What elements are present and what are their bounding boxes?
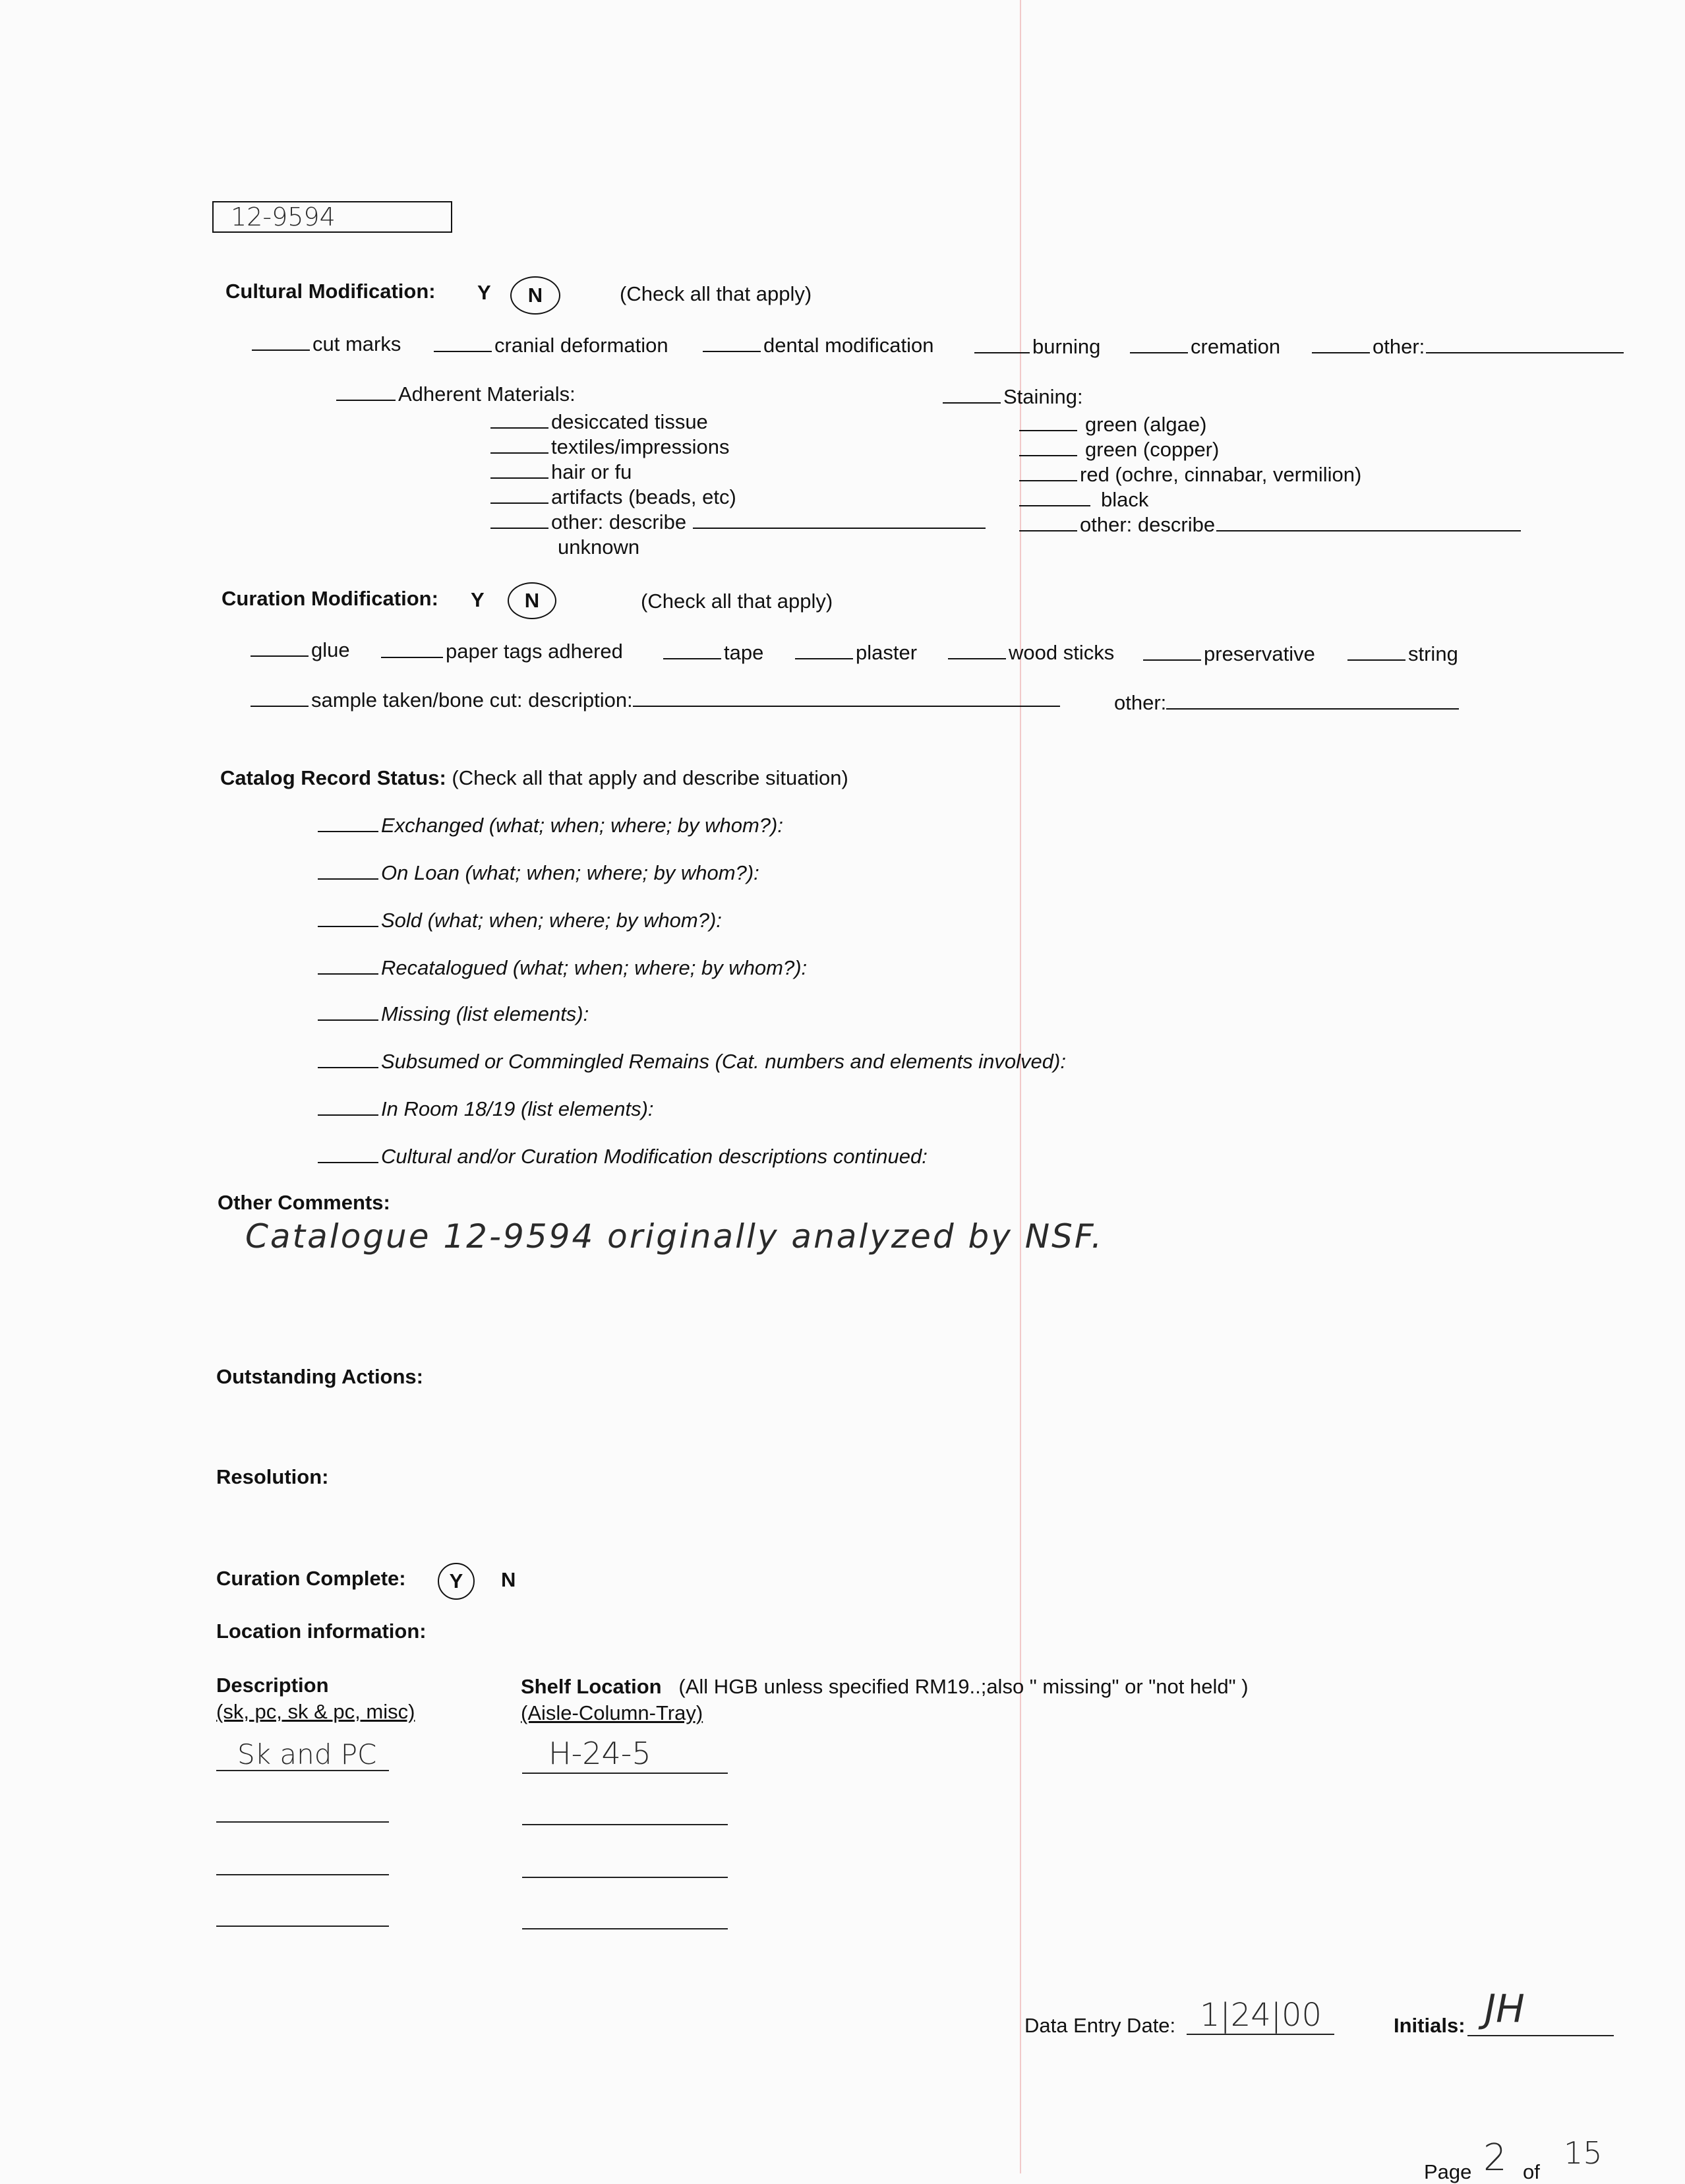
- curation-option-paper-tags: paper tags adhered: [381, 640, 623, 663]
- location-description-value: Sk and PC: [237, 1738, 377, 1771]
- curation-sample-row: [251, 688, 1063, 712]
- option-other-row: [1312, 335, 1626, 359]
- cultural-options-row: [252, 332, 401, 356]
- data-entry-date-field[interactable]: [1187, 2034, 1334, 2035]
- curation-option-glue: glue: [251, 638, 350, 662]
- description-header: Description: [216, 1674, 329, 1697]
- status-item-subsumed: Subsumed or Commingled Remains (Cat. numbers and elements involved):: [318, 1050, 1066, 1074]
- option-dental-modification[interactable]: dental modification: [763, 334, 934, 357]
- location-description-field[interactable]: [216, 1821, 389, 1823]
- sample-description-field: [633, 690, 1060, 707]
- curation-complete-label: Curation Complete:: [216, 1567, 406, 1590]
- status-item-exchanged: Exchanged (what; when; where; by whom?):: [318, 814, 783, 837]
- catalog-number: 12-9594: [231, 202, 336, 231]
- option-cut-marks[interactable]: cut marks: [312, 332, 401, 355]
- option-burning-row: [974, 335, 1100, 359]
- staining-row: [943, 385, 1083, 409]
- curation-other-label[interactable]: other:: [1114, 691, 1167, 714]
- shelf-location-field[interactable]: [522, 1824, 728, 1825]
- resolution-label: Resolution:: [216, 1465, 329, 1488]
- status-item-modification-continued: Cultural and/or Curation Modification descriptions continued:: [318, 1145, 928, 1168]
- curation-option-string: string: [1347, 642, 1458, 666]
- staining-label[interactable]: Staining:: [1003, 385, 1083, 408]
- curation-complete-y-circled[interactable]: Y: [438, 1563, 475, 1600]
- shelf-location-header: Shelf Location (All HGB unless specified RM19..;also " missing" or "not held" ): [521, 1675, 1249, 1698]
- staining-item: green (algae): [1019, 413, 1206, 437]
- adherent-item: hair or fu: [490, 460, 632, 484]
- data-entry-date-label: Data Entry Date:: [1024, 2014, 1176, 2037]
- status-item-on-loan: On Loan (what; when; where; by whom?):: [318, 861, 759, 885]
- curation-other-row: [1114, 691, 1462, 715]
- data-entry-date-value: 1|24|00: [1200, 1997, 1322, 2034]
- shelf-location-field[interactable]: [522, 1773, 728, 1774]
- curation-instruction: (Check all that apply): [641, 590, 833, 613]
- page-number: 2: [1483, 2137, 1507, 2179]
- initials-field[interactable]: [1467, 2035, 1614, 2036]
- staining-item: red (ochre, cinnabar, vermilion): [1019, 463, 1361, 487]
- cultural-instruction: (Check all that apply): [620, 282, 812, 305]
- status-item-room-18-19: In Room 18/19 (list elements):: [318, 1097, 654, 1121]
- location-information-label: Location information:: [216, 1620, 427, 1643]
- option-cremation[interactable]: cremation: [1191, 335, 1281, 358]
- option-dental-row: [703, 334, 934, 357]
- description-subheader: (sk, pc, sk & pc, misc): [216, 1700, 415, 1723]
- staining-item: other: describe: [1019, 513, 1523, 537]
- sample-taken-label[interactable]: sample taken/bone cut: description:: [311, 688, 633, 712]
- shelf-subheader: (Aisle-Column-Tray): [521, 1701, 703, 1724]
- adherent-item: unknown: [558, 535, 640, 559]
- page-label: Page: [1424, 2160, 1472, 2183]
- option-cranial-deformation[interactable]: cranial deformation: [494, 334, 668, 357]
- curation-other-field: [1166, 692, 1459, 710]
- curation-option-wood-sticks: wood sticks: [948, 641, 1114, 665]
- other-comments-handwritten[interactable]: Catalogue 12-9594 originally analyzed by NSF.: [245, 1217, 1104, 1256]
- status-item-missing: Missing (list elements):: [318, 1002, 589, 1026]
- curation-option-tape: tape: [663, 641, 763, 665]
- staining-item: black: [1019, 488, 1148, 512]
- adherent-item: other: describe: [490, 510, 988, 534]
- cultural-n-option-circled[interactable]: N: [510, 276, 560, 315]
- shelf-location-field[interactable]: [522, 1877, 728, 1878]
- option-burning[interactable]: burning: [1032, 335, 1101, 358]
- scan-margin-line: [1020, 0, 1021, 2173]
- initials-signature: JH: [1485, 1986, 1525, 2031]
- option-cranial-row: [434, 334, 668, 357]
- status-item-sold: Sold (what; when; where; by whom?):: [318, 909, 722, 932]
- catalog-status-header: Catalog Record Status: (Check all that apply and describe situation): [220, 766, 848, 789]
- option-other[interactable]: other:: [1373, 335, 1425, 358]
- adherent-item: desiccated tissue: [490, 410, 708, 434]
- outstanding-actions-label: Outstanding Actions:: [216, 1365, 423, 1388]
- curation-option-preservative: preservative: [1143, 642, 1315, 666]
- location-description-field[interactable]: [216, 1926, 389, 1927]
- adherent-item: artifacts (beads, etc): [490, 485, 736, 509]
- shelf-location-field[interactable]: [522, 1928, 728, 1929]
- curation-y-option[interactable]: Y: [471, 588, 485, 611]
- curation-n-option-circled[interactable]: N: [508, 582, 556, 619]
- status-item-recatalogued: Recatalogued (what; when; where; by whom?):: [318, 956, 807, 980]
- catalog-number-box[interactable]: [212, 201, 452, 233]
- adherent-materials-label[interactable]: Adherent Materials:: [398, 382, 576, 406]
- curation-option-plaster: plaster: [795, 641, 917, 665]
- cultural-modification-label: Cultural Modification:: [225, 280, 436, 303]
- curation-modification-label: Curation Modification:: [222, 587, 438, 610]
- staining-item: green (copper): [1019, 438, 1219, 462]
- initials-label: Initials:: [1394, 2014, 1465, 2037]
- location-description-field[interactable]: [216, 1770, 389, 1771]
- page-total: 15: [1564, 2135, 1603, 2171]
- option-cremation-row: [1130, 335, 1280, 359]
- other-comments-label: Other Comments:: [218, 1191, 390, 1214]
- cultural-y-option[interactable]: Y: [477, 281, 491, 304]
- adherent-item: textiles/impressions: [490, 435, 729, 459]
- adherent-materials-row: [336, 382, 576, 406]
- location-description-field[interactable]: [216, 1874, 389, 1875]
- curation-complete-n-option[interactable]: N: [501, 1568, 516, 1591]
- of-label: of: [1523, 2160, 1540, 2183]
- shelf-location-value: H-24-5: [548, 1736, 651, 1771]
